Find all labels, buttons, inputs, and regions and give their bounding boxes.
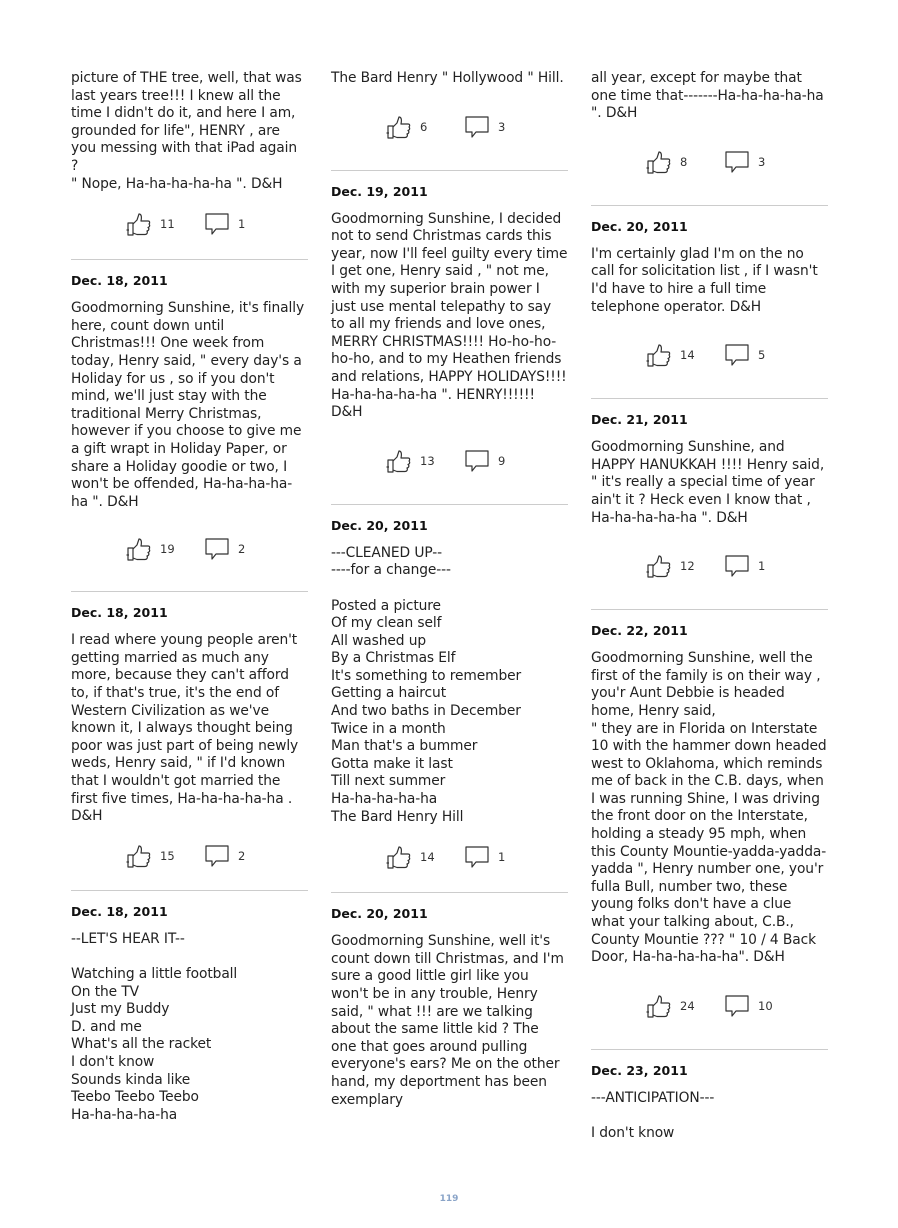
thumbs-up-icon	[126, 536, 152, 562]
post-text: all year, except for maybe that one time that-------Ha-ha-ha-ha-ha ". D&H	[591, 70, 828, 122]
comment-count: 2	[238, 848, 246, 863]
post-date: Dec. 22, 2011	[591, 623, 688, 639]
speech-bubble-icon	[724, 149, 750, 175]
post-actions	[71, 826, 308, 891]
speech-bubble-icon	[204, 211, 230, 237]
thumbs-up-icon	[646, 993, 672, 1019]
post-date: Dec. 20, 2011	[591, 218, 688, 234]
comment-button[interactable]	[724, 342, 765, 368]
like-button[interactable]	[386, 114, 427, 140]
post-date: Dec. 18, 2011	[71, 605, 168, 621]
thumbs-up-icon	[646, 342, 672, 368]
post	[591, 1060, 828, 1143]
thumbs-up-icon	[646, 553, 672, 579]
post-actions	[331, 826, 568, 893]
post	[591, 409, 828, 610]
post	[331, 181, 572, 505]
post-actions	[331, 88, 568, 171]
like-button[interactable]	[386, 844, 435, 870]
like-count: 6	[420, 119, 428, 134]
post-text: --LET'S HEAR IT-- Watching a little football On the TV Just my Buddy D. and me What's all the racket I don't know Sounds kinda like Teebo Teebo Teebo Ha-ha-ha-ha-ha	[71, 930, 238, 1123]
comment-button[interactable]	[464, 114, 505, 140]
comment-count: 3	[498, 119, 506, 134]
like-button[interactable]	[126, 843, 175, 869]
post-text: picture of THE tree, well, that was last years tree!!! I knew all the time I didn't do it, and here I am, grounded for life", HENRY , are you messing with that iPad again ? " Nope, Ha-ha-ha-ha-ha ". D&H	[71, 70, 302, 192]
like-count: 14	[680, 348, 695, 363]
post	[591, 620, 828, 1050]
post-actions	[591, 316, 828, 399]
post	[591, 70, 828, 206]
post-date: Dec. 18, 2011	[71, 903, 168, 919]
post-date: Dec. 18, 2011	[71, 273, 168, 289]
post-actions	[591, 967, 828, 1050]
post-date: Dec. 23, 2011	[591, 1062, 688, 1078]
like-count: 24	[680, 998, 695, 1013]
like-button[interactable]	[646, 342, 695, 368]
post-date: Dec. 21, 2011	[591, 412, 688, 428]
thumbs-up-icon	[126, 843, 152, 869]
comment-count: 1	[238, 217, 246, 232]
post-date: Dec. 20, 2011	[331, 906, 428, 922]
post-actions	[71, 193, 308, 260]
comment-count: 5	[758, 348, 766, 363]
post-actions	[331, 422, 568, 505]
like-button[interactable]	[646, 553, 695, 579]
comment-button[interactable]	[464, 844, 505, 870]
post-text: I'm certainly glad I'm on the no call for solicitation list , if I wasn't I'd have to hire a full time telephone operator. D&H	[591, 245, 822, 315]
like-button[interactable]	[386, 448, 435, 474]
post-text: ---ANTICIPATION--- I don't know	[591, 1089, 715, 1141]
column-1	[71, 60, 308, 1124]
speech-bubble-icon	[724, 342, 750, 368]
speech-bubble-icon	[464, 114, 490, 140]
thumbs-up-icon	[126, 211, 152, 237]
post	[331, 70, 568, 171]
comment-count: 1	[758, 559, 766, 574]
post	[71, 901, 308, 1125]
comment-count: 2	[238, 542, 246, 557]
post-text: ---CLEANED UP-- ----for a change--- Posted a picture Of my clean self All washed up By a Christmas Elf It's something to remember Getting a haircut And two baths in December Twice in a month Man that's a bummer Gotta make it last Till next summer Ha-ha-ha-ha-ha The Bard Henry Hill	[331, 544, 522, 825]
post-actions	[591, 123, 828, 206]
speech-bubble-icon	[724, 553, 750, 579]
like-button[interactable]	[646, 149, 687, 175]
speech-bubble-icon	[204, 536, 230, 562]
post-text: Goodmorning Sunshine, well the first of the family is on their way , you'r Aunt Debbie is headed home, Henry said, " they are in Florida on Interstate 10 with the hammer down headed west to Oklahoma, which reminds me of back in the C.B. days, when I was running Shine, I was driving the front door on the Interstate, holding a steady 95 mph, when this County Mountie-yadda-yadda-yadda ", Henry number one, you'r fulla Bull, number two, these young folks don't have a clue what your talking about, C.B., County Mountie ??? " 10 / 4 Back Door, Ha-ha-ha-ha-ha". D&H	[591, 650, 827, 966]
comment-count: 1	[498, 850, 506, 865]
post-actions	[71, 511, 308, 592]
comment-button[interactable]	[204, 536, 245, 562]
thumbs-up-icon	[386, 844, 412, 870]
comment-count: 3	[758, 154, 766, 169]
comment-count: 10	[758, 998, 773, 1013]
comment-button[interactable]	[724, 149, 765, 175]
like-count: 12	[680, 559, 695, 574]
speech-bubble-icon	[724, 993, 750, 1019]
column-2	[331, 60, 572, 1109]
like-count: 14	[420, 850, 435, 865]
comment-button[interactable]	[204, 843, 245, 869]
like-count: 19	[160, 542, 175, 557]
post	[71, 602, 308, 891]
like-count: 13	[420, 453, 435, 468]
like-count: 11	[160, 217, 175, 232]
post-text: I read where young people aren't getting married as much any more, because they can't afford to, if that's true, it's the end of Western Civilization as we've known it, I always thought being poor was just part of being newly weds, Henry said, " if I'd known that I wouldn't got married the first five times, Ha-ha-ha-ha-ha . D&H	[71, 632, 303, 825]
post-text: Goodmorning Sunshine, it's finally here, count down until Christmas!!! One week from today, Henry said, " every day's a Holiday for us , so if you don't mind, we'll just stay with the traditional Merry Christmas, however if you choose to give me a gift wrapt in Holiday Paper, or share a Holiday goodie or two, I won't be offended, Ha-ha-ha-ha-ha ". D&H	[71, 300, 309, 510]
speech-bubble-icon	[464, 448, 490, 474]
comment-button[interactable]	[724, 993, 773, 1019]
post	[331, 515, 568, 894]
post-text: Goodmorning Sunshine, and HAPPY HANUKKAH !!!! Henry said, " it's really a special time of year ain't it ? Heck even I know that , Ha-ha-ha-ha-ha ". D&H	[591, 439, 829, 526]
thumbs-up-icon	[386, 448, 412, 474]
like-count: 15	[160, 848, 175, 863]
post	[71, 70, 308, 260]
post-text: Goodmorning Sunshine, I decided not to send Christmas cards this year, now I'll feel guilty every time I get one, Henry said , " not me, with my superior brain power I just use mental telepathy to say to all my friends and love ones, MERRY CHRISTMAS!!!! Ho-ho-ho-ho-ho, and to my Heathen friends and relations, HAPPY HOLIDAYS!!!! Ha-ha-ha-ha-ha ". HENRY!!!!!! D&H	[331, 210, 572, 421]
post	[71, 270, 308, 592]
like-button[interactable]	[646, 993, 695, 1019]
comment-button[interactable]	[204, 211, 245, 237]
speech-bubble-icon	[464, 844, 490, 870]
comment-button[interactable]	[724, 553, 765, 579]
post-text: Goodmorning Sunshine, well it's count down till Christmas, and I'm sure a good little girl like you won't be in any trouble, Henry said, " what !!! are we talking about the same little kid ? The one that goes around pulling everyone's ears? Me on the other hand, my deportment has been exemplary	[331, 933, 569, 1108]
like-count: 8	[680, 154, 688, 169]
post-text: The Bard Henry " Hollywood " Hill.	[331, 70, 564, 86]
column-3	[591, 60, 828, 1143]
post-date: Dec. 20, 2011	[331, 517, 428, 533]
thumbs-up-icon	[386, 114, 412, 140]
comment-count: 9	[498, 453, 506, 468]
speech-bubble-icon	[204, 843, 230, 869]
page-number: 119	[439, 1194, 459, 1204]
comment-button[interactable]	[464, 448, 505, 474]
post-date: Dec. 19, 2011	[331, 183, 428, 199]
like-button[interactable]	[126, 536, 175, 562]
post	[331, 903, 568, 1109]
like-button[interactable]	[126, 211, 175, 237]
post	[591, 216, 828, 399]
post-actions	[591, 527, 828, 610]
thumbs-up-icon	[646, 149, 672, 175]
